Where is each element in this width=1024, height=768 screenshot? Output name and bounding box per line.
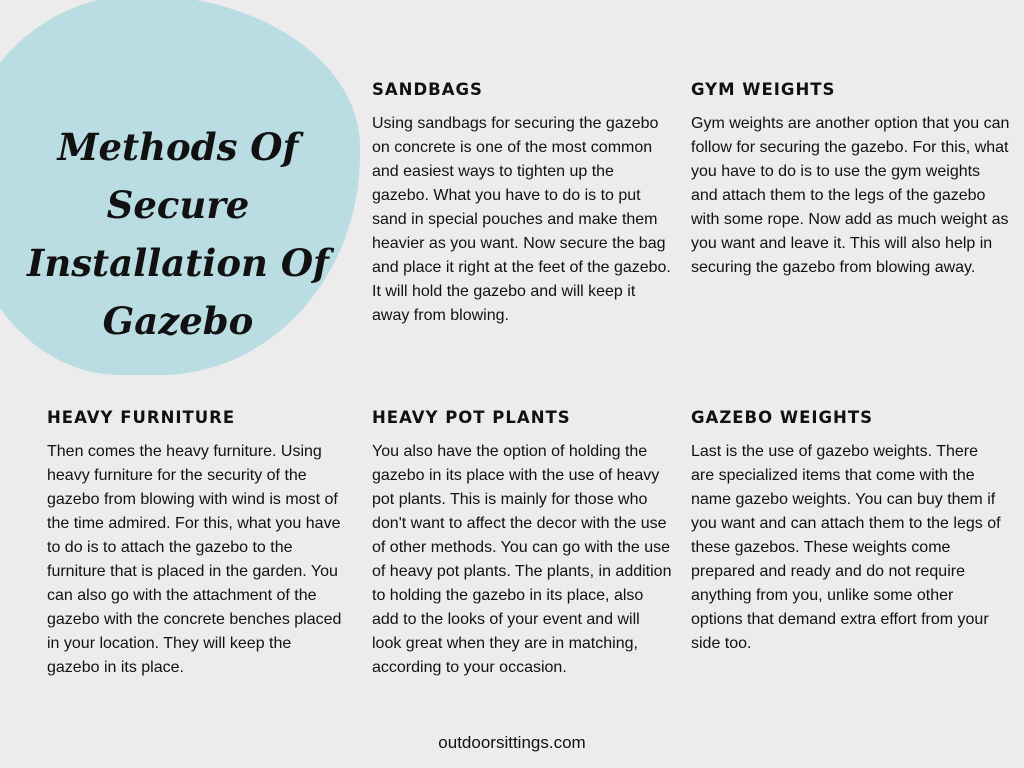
section-heading-heavy-pot-plants: HEAVY POT PLANTS	[372, 408, 571, 427]
section-body-gym-weights: Gym weights are another option that you can follow for securing the gazebo. For this, what you have to do is to use the gym weights and attach them to the legs of the gazebo with some rope. Now add as much weight as you want and leave it. This will also help in securing the gazebo from blowing away.	[691, 115, 1010, 276]
section-body-sandbags: Using sandbags for securing the gazebo on concrete is one of the most common and easiest ways to tighten up the gazebo. What you have to do is to put sand in special pouches and make them heavier as you want. Now secure the bag and place it right at the feet of the gazebo. It will hold the gazebo and will keep it away from blowing.	[372, 115, 671, 324]
footer-website: outdoorsittings.com	[438, 733, 586, 752]
section-heading-gazebo-weights: GAZEBO WEIGHTS	[691, 408, 873, 427]
section-sandbags	[372, 80, 672, 328]
section-gazebo-weights	[691, 408, 1001, 656]
section-heading-heavy-furniture: HEAVY FURNITURE	[47, 408, 236, 427]
section-body-heavy-furniture: Then comes the heavy furniture. Using heavy furniture for the security of the gazebo from blowing with wind is most of the time admired. For this, what you have to do is to attach the gazebo to the furniture that is placed in the garden. You can also go with the attachment of the gazebo with the concrete benches placed in your location. They will keep the gazebo in its place.	[47, 443, 342, 676]
section-body-gazebo-weights: Last is the use of gazebo weights. There are specialized items that come with the name gazebo weights. You can buy them if you want and can attach them to the legs of these gazebos. These weights come prepared and ready and do not require anything from you, unlike some other options that demand extra effort from your side too.	[691, 443, 1001, 652]
section-heavy-furniture	[47, 408, 342, 680]
page-title: Methods Of Secure Installation Of Gazebo	[27, 125, 329, 343]
section-body-heavy-pot-plants: You also have the option of holding the gazebo in its place with the use of heavy pot plants. This is mainly for those who don't want to affect the decor with the use of other methods. You can go with the use of heavy pot plants. The plants, in addition to holding the gazebo in its place, also add to the looks of your event and will look great when they are in matching, according to your occasion.	[372, 443, 672, 676]
section-heading-gym-weights: GYM WEIGHTS	[691, 80, 836, 99]
section-heavy-pot-plants	[372, 408, 672, 680]
section-heading-sandbags: SANDBAGS	[372, 80, 483, 99]
section-gym-weights	[691, 80, 1011, 280]
